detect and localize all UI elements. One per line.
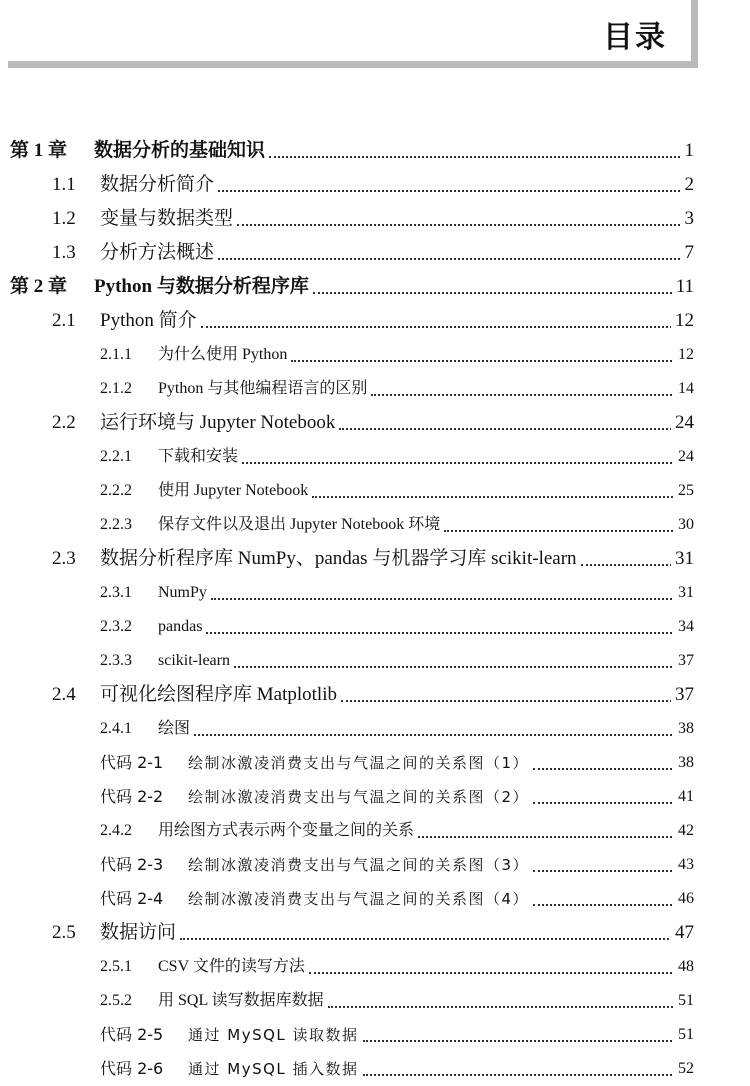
dot-leader xyxy=(237,224,692,226)
toc-entry-number: 代码 2-1 xyxy=(100,753,164,772)
dot-leader xyxy=(201,326,692,328)
toc-entry-title: 数据分析简介 xyxy=(100,168,218,202)
toc-entry-section[interactable] xyxy=(0,236,750,270)
toc-entry-sub[interactable] xyxy=(0,338,750,372)
toc-entry-page: 48 xyxy=(674,950,694,984)
toc-entry-title: pandas xyxy=(158,610,206,644)
toc-entry-page: 14 xyxy=(674,372,694,406)
toc-entry-title: 数据分析的基础知识 xyxy=(94,134,269,168)
toc-entry-title: Python 简介 xyxy=(100,304,201,338)
toc-entry-page: 31 xyxy=(674,576,694,610)
toc-entry-page: 37 xyxy=(671,678,694,712)
toc-entry-section[interactable] xyxy=(0,202,750,236)
dot-leader xyxy=(533,904,692,906)
toc-entry-number: 第 2 章 xyxy=(10,276,68,297)
toc-entry-number: 2.5.1 xyxy=(100,958,132,975)
dot-leader xyxy=(309,972,692,974)
toc-entry-page: 47 xyxy=(671,916,694,950)
page-title: 目录 xyxy=(603,20,667,55)
toc-entry-page: 46 xyxy=(674,882,694,916)
toc-entry-number: 2.3.3 xyxy=(100,652,132,669)
dot-leader xyxy=(269,156,692,158)
toc-entry-title: 运行环境与 Jupyter Notebook xyxy=(100,406,339,440)
dot-leader xyxy=(206,632,692,634)
dot-leader xyxy=(533,802,692,804)
toc-entry-title: 数据分析程序库 NumPy、pandas 与机器学习库 scikit-learn xyxy=(100,542,581,576)
toc-entry-sub[interactable] xyxy=(0,814,750,848)
toc-entry-title: 绘制冰激凌消费支出与气温之间的关系图（3） xyxy=(188,848,533,882)
toc-entry-page: 38 xyxy=(674,712,694,746)
toc-entry-title: Python 与数据分析程序库 xyxy=(94,270,313,304)
header-bar xyxy=(8,0,698,68)
toc-entry-page: 43 xyxy=(674,848,694,882)
toc-entry-title: 绘制冰激凌消费支出与气温之间的关系图（2） xyxy=(188,780,533,814)
dot-leader xyxy=(533,870,692,872)
toc-entry-code[interactable] xyxy=(0,882,750,916)
toc-entry-page: 52 xyxy=(674,1052,694,1086)
toc-entry-title: 下载和安装 xyxy=(158,440,242,474)
toc-entry-number: 2.4 xyxy=(52,684,76,705)
toc-entry-number: 2.2.3 xyxy=(100,516,132,533)
toc-entry-code[interactable] xyxy=(0,848,750,882)
toc-entry-page: 12 xyxy=(674,338,694,372)
dot-leader xyxy=(218,258,692,260)
toc-entry-code[interactable] xyxy=(0,1018,750,1052)
toc-entry-number: 2.4.2 xyxy=(100,822,132,839)
toc-entry-page: 42 xyxy=(674,814,694,848)
toc-entry-sub[interactable] xyxy=(0,440,750,474)
table-of-contents xyxy=(0,134,750,1086)
toc-entry-page: 51 xyxy=(674,1018,694,1052)
toc-entry-page: 31 xyxy=(671,542,694,576)
toc-entry-page: 24 xyxy=(674,440,694,474)
toc-entry-sub[interactable] xyxy=(0,610,750,644)
dot-leader xyxy=(328,1006,692,1008)
toc-entry-title: 通过 MySQL 读取数据 xyxy=(188,1018,363,1052)
toc-entry-number: 代码 2-2 xyxy=(100,787,164,806)
toc-entry-number: 2.1.2 xyxy=(100,380,132,397)
toc-entry-section[interactable] xyxy=(0,406,750,440)
toc-entry-number: 2.3.1 xyxy=(100,584,132,601)
dot-leader xyxy=(291,360,692,362)
toc-entry-page: 25 xyxy=(674,474,694,508)
toc-entry-title: 绘图 xyxy=(158,712,194,746)
toc-entry-number: 2.4.1 xyxy=(100,720,132,737)
toc-entry-number: 1.1 xyxy=(52,174,76,195)
toc-entry-number: 代码 2-4 xyxy=(100,889,164,908)
toc-entry-page: 37 xyxy=(674,644,694,678)
toc-entry-title: scikit-learn xyxy=(158,644,234,678)
dot-leader xyxy=(180,938,692,940)
toc-entry-number: 代码 2-6 xyxy=(100,1059,164,1078)
toc-entry-number: 2.3.2 xyxy=(100,618,132,635)
dot-leader xyxy=(242,462,692,464)
toc-entry-number: 2.2.2 xyxy=(100,482,132,499)
toc-entry-page: 2 xyxy=(681,168,695,202)
dot-leader xyxy=(418,836,692,838)
toc-entry-title: 通过 MySQL 插入数据 xyxy=(188,1052,363,1086)
toc-entry-page: 30 xyxy=(674,508,694,542)
toc-entry-title: 使用 Jupyter Notebook xyxy=(158,474,312,508)
toc-entry-number: 2.2.1 xyxy=(100,448,132,465)
dot-leader xyxy=(211,598,692,600)
toc-entry-sub[interactable] xyxy=(0,474,750,508)
toc-entry-title: 分析方法概述 xyxy=(100,236,218,270)
toc-entry-sub[interactable] xyxy=(0,950,750,984)
dot-leader xyxy=(194,734,692,736)
toc-entry-title: 保存文件以及退出 Jupyter Notebook 环境 xyxy=(158,508,444,542)
toc-entry-number: 2.2 xyxy=(52,412,76,433)
toc-entry-title: 为什么使用 Python xyxy=(158,338,291,372)
toc-entry-page: 51 xyxy=(674,984,694,1018)
toc-entry-number: 1.2 xyxy=(52,208,76,229)
dot-leader xyxy=(339,428,692,430)
toc-entry-page: 3 xyxy=(681,202,695,236)
toc-entry-sub[interactable] xyxy=(0,508,750,542)
dot-leader xyxy=(363,1074,692,1076)
toc-entry-page: 7 xyxy=(681,236,695,270)
toc-entry-page: 38 xyxy=(674,746,694,780)
dot-leader xyxy=(363,1040,692,1042)
dot-leader xyxy=(313,292,692,294)
toc-entry-title: Python 与其他编程语言的区别 xyxy=(158,372,371,406)
toc-entry-sub[interactable] xyxy=(0,372,750,406)
toc-entry-number: 2.5.2 xyxy=(100,992,132,1009)
toc-entry-code[interactable] xyxy=(0,1052,750,1086)
toc-entry-section[interactable] xyxy=(0,678,750,712)
toc-entry-number: 2.5 xyxy=(52,922,76,943)
toc-entry-section[interactable] xyxy=(0,304,750,338)
toc-entry-title: 绘制冰激凌消费支出与气温之间的关系图（4） xyxy=(188,882,533,916)
dot-leader xyxy=(371,394,692,396)
toc-entry-code[interactable] xyxy=(0,780,750,814)
dot-leader xyxy=(234,666,692,668)
toc-entry-number: 2.1.1 xyxy=(100,346,132,363)
dot-leader xyxy=(312,496,692,498)
dot-leader xyxy=(533,768,692,770)
toc-entry-page: 34 xyxy=(674,610,694,644)
toc-entry-number: 2.1 xyxy=(52,310,76,331)
toc-entry-sub[interactable] xyxy=(0,576,750,610)
toc-entry-chapter[interactable] xyxy=(0,270,750,304)
toc-entry-page: 12 xyxy=(671,304,694,338)
toc-entry-chapter[interactable] xyxy=(0,134,750,168)
toc-entry-number: 代码 2-5 xyxy=(100,1025,164,1044)
dot-leader xyxy=(444,530,692,532)
toc-entry-number: 1.3 xyxy=(52,242,76,263)
toc-entry-title: 可视化绘图程序库 Matplotlib xyxy=(100,678,341,712)
toc-entry-page: 24 xyxy=(671,406,694,440)
dot-leader xyxy=(341,700,692,702)
toc-entry-title: 用 SQL 读写数据库数据 xyxy=(158,984,328,1018)
toc-entry-title: NumPy xyxy=(158,576,211,610)
toc-entry-page: 11 xyxy=(672,270,694,304)
toc-entry-sub[interactable] xyxy=(0,644,750,678)
toc-entry-title: 用绘图方式表示两个变量之间的关系 xyxy=(158,814,418,848)
toc-entry-section[interactable] xyxy=(0,542,750,576)
toc-entry-section[interactable] xyxy=(0,916,750,950)
toc-entry-number: 第 1 章 xyxy=(10,140,68,161)
toc-entry-number: 代码 2-3 xyxy=(100,855,164,874)
toc-entry-title: 变量与数据类型 xyxy=(100,202,237,236)
toc-entry-sub[interactable] xyxy=(0,712,750,746)
toc-entry-page: 41 xyxy=(674,780,694,814)
toc-entry-code[interactable] xyxy=(0,746,750,780)
toc-entry-title: CSV 文件的读写方法 xyxy=(158,950,309,984)
toc-entry-sub[interactable] xyxy=(0,984,750,1018)
toc-entry-number: 2.3 xyxy=(52,548,76,569)
toc-entry-title: 数据访问 xyxy=(100,916,180,950)
toc-entry-section[interactable] xyxy=(0,168,750,202)
dot-leader xyxy=(218,190,692,192)
toc-entry-page: 1 xyxy=(681,134,695,168)
toc-entry-title: 绘制冰激凌消费支出与气温之间的关系图（1） xyxy=(188,746,533,780)
